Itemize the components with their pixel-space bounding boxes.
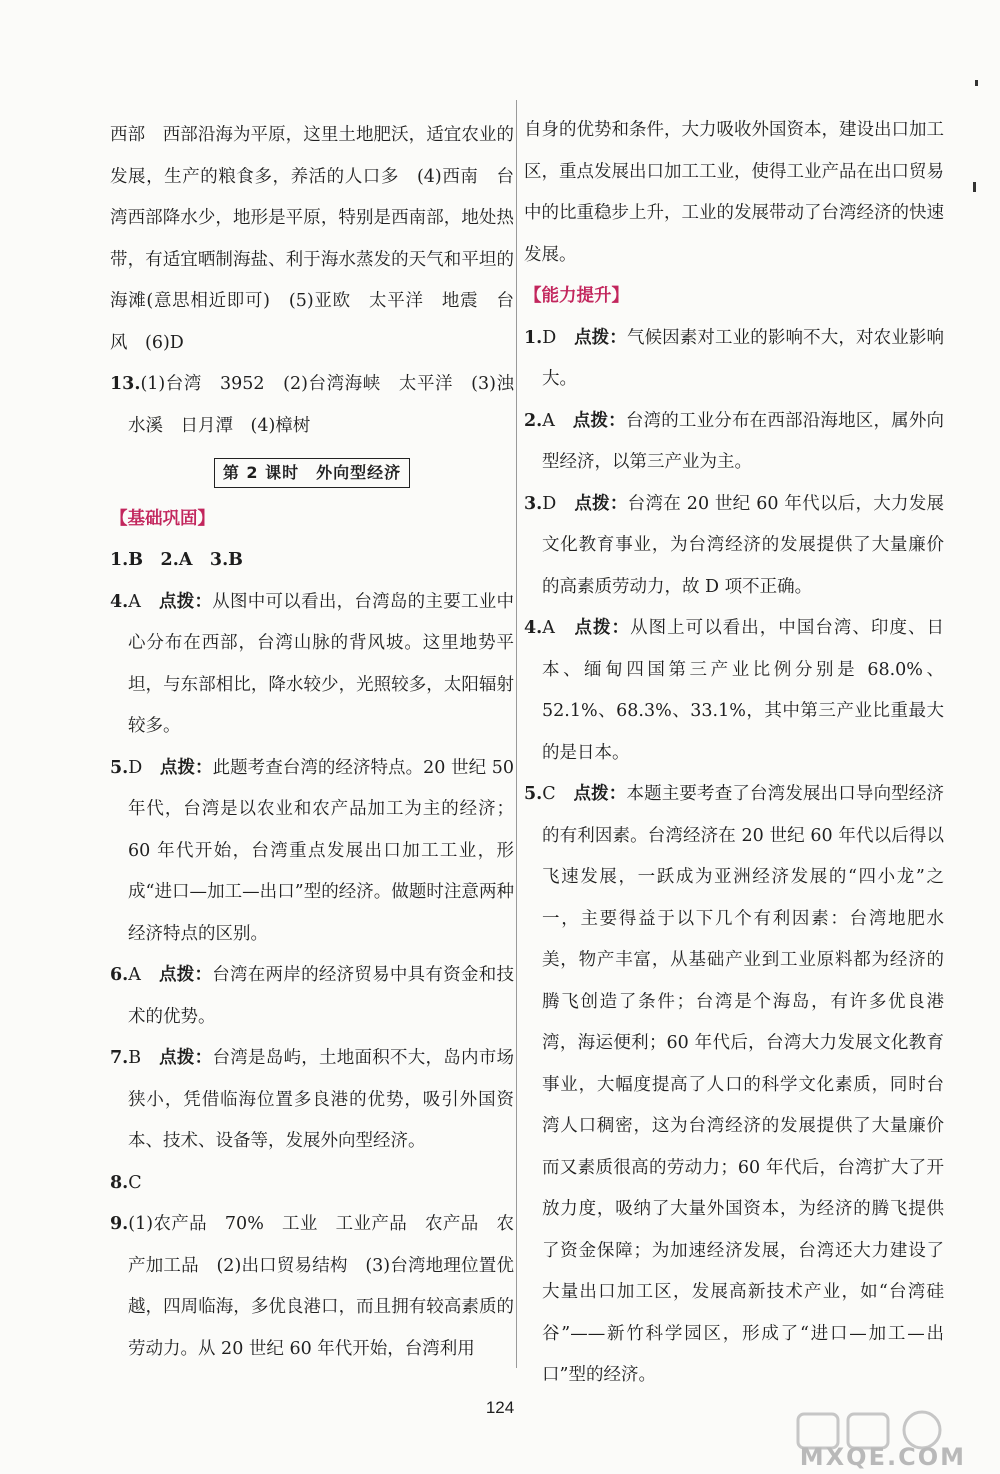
- answer-choice: A: [542, 410, 555, 431]
- hint-keyword: 点拨：: [158, 965, 213, 985]
- hint-keyword: 点拨：: [159, 1048, 213, 1068]
- explanation-text: 台湾在 20 世纪 60 年代以后，大力发展文化教育事业，为台湾经济的发展提供了大量廉价的高素质劳动力，故 D 项不正确。: [542, 493, 945, 597]
- question-2: [524, 401, 944, 484]
- watermark-text: MXQE.COM: [799, 1443, 966, 1471]
- answer-choice: A: [542, 618, 555, 638]
- hint-keyword: 点拨：: [572, 410, 626, 431]
- answer-choice: D: [542, 327, 557, 348]
- question-number: 6.: [110, 965, 129, 985]
- question-number: 4.: [110, 591, 129, 612]
- column-divider: [516, 100, 517, 1368]
- question-number: 9.: [110, 1214, 129, 1234]
- explanation-text: 台湾的工业分布在西部沿海地区，属外向型经济，以第三产业为主。: [542, 410, 945, 472]
- explanation-text: 台湾是岛屿，土地面积不大，岛内市场狭小，凭借临海位置多良港的优势，吸引外国资本、技术、设备等，发展外向型经济。: [128, 1048, 515, 1151]
- explanation-text: 本题主要考查了台湾发展出口导向型经济的有利因素。台湾经济在 20 世纪 60 年代以后得以飞速发展，一跃成为亚洲经济发展的“四小龙”之一，主要得益于以下几个有利因素：台湾地肥水美，物产丰富，从基础产业到工业原料都为经济的腾飞创造了条件；台湾是个海岛，有许多优良港湾，海运便利；60 年代后，台湾大力发展文化教育事业，大幅度提高了人口的科学文化素质，同时台湾人口稠密，这为台湾经济的发展提供了大量廉价而又素质很高的劳动力；60 年代后，台湾扩大了开放力度，吸纳了大量外国资本，为经济的腾飞提供了资金保障；为加速经济发展，台湾还大力建设了大量出口加工区，发展高新技术产业，如“台湾硅谷”——新竹科学园区，形成了“进口—加工—出口”型的经济。: [542, 784, 945, 1385]
- answer-choice: C: [542, 784, 556, 804]
- answer-choice: A: [128, 965, 141, 985]
- answer-choice: B: [128, 1048, 142, 1068]
- explanation-text: 从图中可以看出，台湾岛的主要工业中心分布在西部，台湾山脉的背风坡。这里地势平坦，与东部相比，降水较少，光照较多，太阳辐射较多。: [128, 591, 514, 736]
- question-1: [524, 318, 944, 401]
- question-number: 3.: [524, 493, 543, 514]
- question-5: [110, 748, 514, 956]
- hint-keyword: 点拨：: [159, 757, 213, 778]
- question-13: [110, 364, 514, 447]
- explanation-text: 此题考查台湾的经济特点。20 世纪 50 年代，台湾是以农业和农产品加工为主的经济；60 年代开始，台湾重点发展出口加工工业，形成“进口—加工—出口”型的经济。做题时注意两种经济特点的区别。: [128, 757, 515, 944]
- question-number: 13.: [110, 374, 141, 394]
- hint-keyword: 点拨：: [573, 784, 627, 804]
- question-number: 2.: [524, 410, 543, 431]
- lesson-title-wrap: [110, 453, 514, 495]
- questions-1-3: 1.B 2.A 3.B: [110, 550, 243, 570]
- question-9: [110, 1204, 514, 1370]
- left-column: [110, 115, 514, 1370]
- answer-choice: D: [542, 493, 557, 514]
- hint-keyword: 点拨：: [574, 327, 627, 348]
- question-number: 8.: [110, 1172, 129, 1193]
- hint-keyword: 点拨：: [574, 618, 631, 638]
- scan-mark: [975, 80, 978, 86]
- answer-choice: C: [128, 1172, 142, 1193]
- hint-keyword: 点拨：: [158, 591, 213, 612]
- question-6: [110, 955, 514, 1038]
- lesson-title: 第 2 课时 外向型经济: [214, 458, 410, 488]
- question-4: [524, 608, 944, 774]
- page-number: 124: [485, 1398, 515, 1417]
- question-number: 5.: [524, 784, 543, 804]
- explanation-text: 气候因素对工业的影响不大，对农业影响大。: [542, 327, 945, 389]
- question-4: [110, 582, 514, 748]
- scan-mark: [973, 182, 976, 192]
- question-number: 5.: [110, 757, 129, 778]
- answer-choice: D: [128, 757, 143, 778]
- question-5: [524, 774, 944, 1397]
- answer-choice: A: [128, 591, 141, 612]
- answer-paragraph-continued: 自身的优势和条件，大力吸收外国资本，建设出口加工区，重点发展出口加工工业，使得工业产品在出口贸易中的比重稳步上升，工业的发展带动了台湾经济的快速发展。: [524, 120, 944, 265]
- answer-paragraph: 西部 西部沿海为平原，这里土地肥沃，适宜农业的发展，生产的粮食多，养活的人口多 (4)西南 台湾西部降水少，地形是平原，特别是西南部，地处热带，有适宜晒制海盐、利于海水蒸发的天气和平坦的海滩(意思相近即可) (5)亚欧 太平洋 地震 台风 (6)D: [110, 125, 514, 353]
- question-number: 7.: [110, 1048, 129, 1068]
- question-7: [110, 1038, 514, 1163]
- right-column: [524, 110, 944, 1397]
- question-3: [524, 484, 944, 609]
- hint-keyword: 点拨：: [574, 493, 628, 514]
- explanation-text: 从图上可以看出，中国台湾、印度、日本、缅甸四国第三产业比例分别是 68.0%、52.1%、68.3%、33.1%，其中第三产业比重最大的是日本。: [542, 618, 945, 763]
- explanation-text: (1)台湾 3952 (2)台湾海峡 太平洋 (3)浊水溪 日月潭 (4)樟树: [128, 374, 514, 436]
- question-number: 4.: [524, 618, 543, 638]
- explanation-text: 台湾在两岸的经济贸易中具有资金和技术的优势。: [128, 965, 514, 1027]
- question-8: [110, 1163, 514, 1205]
- question-number: 1.: [524, 327, 543, 348]
- explanation-text: (1)农产品 70% 工业 工业产品 农产品 农产加工品 (2)出口贸易结构 (3)台湾地理位置优越，四周临海，多优良港口，而且拥有较高素质的劳动力。从 20 世纪 60 年代开始，台湾利用: [128, 1214, 514, 1359]
- section-heading-basic: 【基础巩固】: [110, 508, 215, 529]
- section-heading-advanced: 【能力提升】: [524, 286, 629, 306]
